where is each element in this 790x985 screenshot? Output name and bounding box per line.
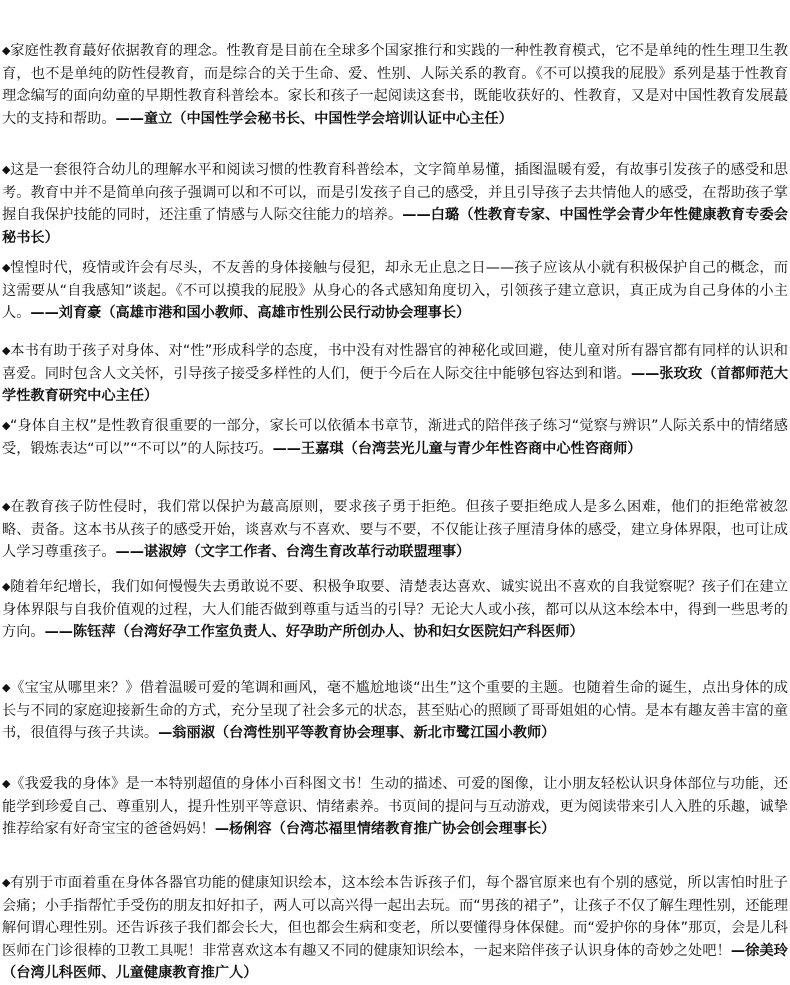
review-text: 惶惶时代，疫情或许会有尽头，不友善的身体接触与侵犯，却永无止息之日——孩子应该从小就有积极保护自己的概念，而这需要从“自我感知”谈起。《不可以摸我的屁股》从身心的各式感知角度切入，引领孩子建立意识，真正成为自己身体的小主人。 xyxy=(2,260,788,321)
review-paragraph xyxy=(2,677,788,745)
review-paragraph xyxy=(2,496,788,564)
diamond-bullet-icon: ◆ xyxy=(2,44,11,57)
review-author: ——张玫玫（首都师范大学性教育研究中心主任） xyxy=(2,365,788,404)
diamond-bullet-icon: ◆ xyxy=(2,500,11,513)
review-text: 家庭性教育蕞好依据教育的理念。性教育是目前在全球多个国家推行和实践的一种性教育模式，它不是单纯的性生理卫生教育，也不是单纯的防性侵教育，而是综合的关于生命、爱、性别、人际关系的教育。《不可以摸我的屁股》系列是基于性教育理念编写的面向幼童的早期性教育科普绘本。家长和孩子一起阅读这套书，既能收获好的、性教育，又是对中国性教育发展蕞大的支持和帮助。 xyxy=(2,43,788,127)
review-paragraph xyxy=(2,415,788,460)
review-text: 《我爱我的身体》是一本特别超值的身体小百科图文书！生动的描述、可爱的图像，让小朋友轻松认识身体部位与功能，还能学到珍爱自己、尊重别人，提升性别平等意识、情绪素养。书页间的提问与互动游戏，更为阅读带来引人入胜的乐趣，诚挚推荐给家有好奇宝宝的爸爸妈妈！ xyxy=(2,776,788,837)
review-paragraph xyxy=(2,340,788,408)
review-paragraph xyxy=(2,40,788,130)
review-text: 随着年纪增长，我们如何慢慢失去勇敢说不要、积极争取要、清楚表达喜欢、诚实说出不喜欢的自我觉察呢？孩子们在建立身体界限与自我价值观的过程，大人们能否做到尊重与适当的引导？无论大人或小孩，都可以从这本绘本中，得到一些思考的方向。 xyxy=(2,579,788,640)
review-author: —翁丽淑（台湾性别平等教育协会理事、新北市鹭江国小教师） xyxy=(158,725,556,741)
diamond-bullet-icon: ◆ xyxy=(2,419,11,432)
review-paragraph xyxy=(2,159,788,249)
diamond-bullet-icon: ◆ xyxy=(2,344,11,357)
diamond-bullet-icon: ◆ xyxy=(2,580,11,593)
review-text: 这是一套很符合幼儿的理解水平和阅读习惯的性教育科普绘本，文字简单易懂，插图温暖有爱，有故事引发孩子的感受和思考。教育中并不是简单向孩子强调可以和不可以，而是引发孩子自己的感受，并且引导孩子去共情他人的感受，在帮助孩子掌握自我保护技能的同时，还注重了情感与人际交往能力的培养。 xyxy=(2,162,788,223)
review-author: ——白璐（性教育专家、中国性学会青少年性健康教育专委会秘书长） xyxy=(2,207,788,246)
review-text: 在教育孩子防性侵时，我们常以保护为蕞高原则，要求孩子勇于拒绝。但孩子要拒绝成人是多么困难，他们的拒绝常被忽略、责备。这本书从孩子的感受开始，谈喜欢与不喜欢、要与不要，不仅能让孩子厘清身体的感受，建立身体界限，也可让成人学习尊重孩子。 xyxy=(2,499,788,560)
review-author: ——刘育豪（高雄市港和国小教师、高雄市性别公民行动协会理事长） xyxy=(30,305,471,321)
review-paragraph xyxy=(2,576,788,644)
review-text: “身体自主权”是性教育很重要的一部分，家长可以依循本书章节，渐进式的陪伴孩子练习“觉察与辨识”人际关系中的情绪感受，锻炼表达“可以”“不可以”的人际技巧。 xyxy=(2,418,788,457)
review-author: ——谌淑婷（文字工作者、台湾生育改革行动联盟理事） xyxy=(115,544,471,560)
review-text: 有别于市面着重在身体各器官功能的健康知识绘本，这本绘本告诉孩子们，每个器官原来也有个别的感觉，所以害怕时肚子会痛；小手指帮忙手受伤的朋友扣好扣子，两人可以高兴得一起出去玩。而“男孩的裙子”，让孩子不仅了解生理性别，还能理解何谓心理性别。还告诉孩子我们都会长大，但也都会生病和变老，所以要懂得身体保健。而“爱护你的身体”那页，会是儿科医师在门诊很棒的卫教工具呢！非常喜欢这本有趣又不同的健康知识绘本，一起来陪伴孩子认识身体的奇妙之处吧！ xyxy=(2,875,788,959)
review-author: ——童立（中国性学会秘书长、中国性学会培训认证中心主任） xyxy=(115,110,513,127)
review-author: —杨俐容（台湾芯福里情绪教育推广协会创会理事长） xyxy=(214,821,556,837)
diamond-bullet-icon: ◆ xyxy=(2,163,11,176)
review-paragraph xyxy=(2,257,788,325)
diamond-bullet-icon: ◆ xyxy=(2,261,11,274)
diamond-bullet-icon: ◆ xyxy=(2,777,11,790)
review-author: —徐美玲（台湾儿科医师、儿童健康教育推广人） xyxy=(2,942,788,981)
review-author: ——陈钰萍（台湾好孕工作室负责人、好孕助产所创办人、协和妇女医院妇产科医师） xyxy=(44,624,584,640)
review-paragraph xyxy=(2,872,788,985)
diamond-bullet-icon: ◆ xyxy=(2,876,11,889)
review-author: ——王嘉琪（台湾芸光儿童与青少年性咨商中心性咨商师） xyxy=(272,440,642,457)
diamond-bullet-icon: ◆ xyxy=(2,681,11,694)
review-text: 本书有助于孩子对身体、对“性”形成科学的态度，书中没有对性器官的神秘化或回避，使儿童对所有器官都有同样的认识和喜爱。同时包含人文关怀，引导孩子接受多样性的人们，便于今后在人际交往中能够包容达到和谐。 xyxy=(2,343,788,382)
review-paragraph xyxy=(2,773,788,841)
review-text: 《宝宝从哪里来？》借着温暖可爱的笔调和画风，毫不尴尬地谈“出生”这个重要的主题。也随着生命的诞生，点出身体的成长与不同的家庭迎接新生命的方式，充分呈现了社会多元的状态，甚至贴心的照顾了哥哥姐姐的心情。是本有趣友善丰富的童书，很值得与孩子共读。 xyxy=(2,680,788,741)
